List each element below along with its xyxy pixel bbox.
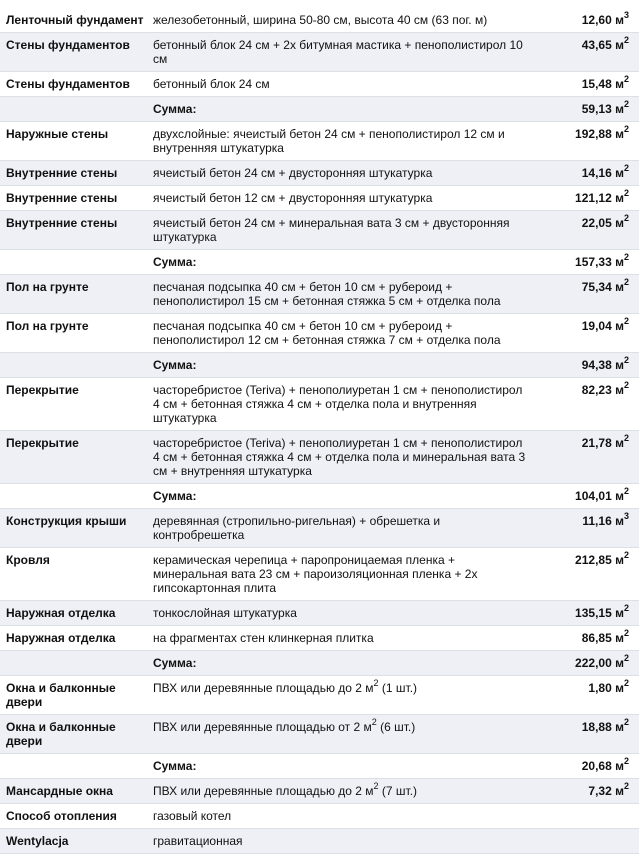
row-label: Окна и балконные двери	[0, 715, 151, 754]
row-description: песчаная подсыпка 40 см + бетон 10 см + рубероид + пенополистирол 15 см + бетонная стяжка 5 см + отделка пола	[151, 275, 533, 314]
row-value	[533, 829, 639, 854]
row-value: 192,88 $м^2$	[533, 122, 639, 161]
row-label: Стены фундаментов	[0, 72, 151, 97]
table-row	[0, 211, 639, 250]
row-label: Стены фундаментов	[0, 33, 151, 72]
row-description: Сумма:	[151, 250, 533, 275]
row-description: керамическая черепица + паропроницаемая пленка + минеральная вата 23 см + пароизоляционная пленка + 2х гипсокартонная плита	[151, 548, 533, 601]
row-label	[0, 484, 151, 509]
table-row	[0, 275, 639, 314]
row-value: 59,13 $м^2$	[533, 97, 639, 122]
row-value: 12,60 $м^3$	[533, 8, 639, 33]
row-description: деревянная (стропильно-ригельная) + обрешетка и контробрешетка	[151, 509, 533, 548]
row-description: газовый котел	[151, 804, 533, 829]
row-description: бетонный блок 24 см + 2х битумная мастика + пенополистирол 10 см	[151, 33, 533, 72]
row-label: Наружная отделка	[0, 601, 151, 626]
row-value: 86,85 $м^2$	[533, 626, 639, 651]
row-value: 15,48 $м^2$	[533, 72, 639, 97]
row-value: 82,23 $м^2$	[533, 378, 639, 431]
row-value: 222,00 $м^2$	[533, 651, 639, 676]
table-row	[0, 186, 639, 211]
row-label: Наружная отделка	[0, 626, 151, 651]
row-label: Внутренние стены	[0, 161, 151, 186]
row-label: Пол на грунте	[0, 314, 151, 353]
table-row	[0, 779, 639, 804]
row-description: на фрагментах стен клинкерная плитка	[151, 626, 533, 651]
row-value: 22,05 $м^2$	[533, 211, 639, 250]
table-row	[0, 829, 639, 854]
materials-table	[0, 8, 639, 854]
row-description: гравитационная	[151, 829, 533, 854]
row-label	[0, 754, 151, 779]
row-value: 20,68 $м^2$	[533, 754, 639, 779]
row-label: Конструкция крыши	[0, 509, 151, 548]
row-label: Ленточный фундамент	[0, 8, 151, 33]
table-row	[0, 601, 639, 626]
row-value	[533, 804, 639, 829]
row-value: 43,65 $м^2$	[533, 33, 639, 72]
row-description: Сумма:	[151, 484, 533, 509]
row-label	[0, 97, 151, 122]
row-description: железобетонный, ширина 50-80 см, высота 40 см (63 пог. м)	[151, 8, 533, 33]
row-value: 1,80 $м^2$	[533, 676, 639, 715]
row-label	[0, 353, 151, 378]
row-label: Кровля	[0, 548, 151, 601]
row-description: ПВХ или деревянные площадью до 2 $м^2$ (1 шт.)	[151, 676, 533, 715]
row-value: 212,85 $м^2$	[533, 548, 639, 601]
sum-row	[0, 484, 639, 509]
row-label: Перекрытие	[0, 378, 151, 431]
table-row	[0, 161, 639, 186]
row-label: Наружные стены	[0, 122, 151, 161]
table-row	[0, 676, 639, 715]
row-label: Wentylacja	[0, 829, 151, 854]
row-value: 121,12 $м^2$	[533, 186, 639, 211]
table-row	[0, 548, 639, 601]
row-label: Мансардные окна	[0, 779, 151, 804]
row-value: 104,01 $м^2$	[533, 484, 639, 509]
row-label	[0, 250, 151, 275]
row-value: 75,34 $м^2$	[533, 275, 639, 314]
materials-table-body	[0, 8, 639, 854]
table-row	[0, 378, 639, 431]
row-description: бетонный блок 24 см	[151, 72, 533, 97]
table-row	[0, 8, 639, 33]
table-row	[0, 314, 639, 353]
row-description: Сумма:	[151, 97, 533, 122]
sum-row	[0, 97, 639, 122]
row-description: ячеистый бетон 24 см + минеральная вата 3 см + двусторонняя штукатурка	[151, 211, 533, 250]
row-value: 94,38 $м^2$	[533, 353, 639, 378]
row-label: Перекрытие	[0, 431, 151, 484]
sum-row	[0, 651, 639, 676]
row-label: Внутренние стены	[0, 186, 151, 211]
row-value: 135,15 $м^2$	[533, 601, 639, 626]
row-value: 157,33 $м^2$	[533, 250, 639, 275]
sum-row	[0, 250, 639, 275]
row-label	[0, 651, 151, 676]
row-description: тонкослойная штукатурка	[151, 601, 533, 626]
row-label: Пол на грунте	[0, 275, 151, 314]
row-description: ПВХ или деревянные площадью до 2 $м^2$ (7 шт.)	[151, 779, 533, 804]
row-value: 21,78 $м^2$	[533, 431, 639, 484]
row-label: Внутренние стены	[0, 211, 151, 250]
row-label: Способ отопления	[0, 804, 151, 829]
sum-row	[0, 353, 639, 378]
row-description: Сумма:	[151, 651, 533, 676]
row-value: 18,88 $м^2$	[533, 715, 639, 754]
table-row	[0, 431, 639, 484]
table-row	[0, 122, 639, 161]
row-description: часторебристое (Teriva) + пенополиуретан 1 см + пенополистирол 4 см + бетонная стяжка 4 см + отделка пола и внутренняя штукатурка	[151, 378, 533, 431]
sum-row	[0, 754, 639, 779]
table-row	[0, 804, 639, 829]
row-value: 11,16 $м^3$	[533, 509, 639, 548]
row-description: ПВХ или деревянные площадью от 2 $м^2$ (6 шт.)	[151, 715, 533, 754]
table-row	[0, 33, 639, 72]
row-value: 19,04 $м^2$	[533, 314, 639, 353]
row-value: 14,16 $м^2$	[533, 161, 639, 186]
row-value: 7,32 $м^2$	[533, 779, 639, 804]
row-label: Окна и балконные двери	[0, 676, 151, 715]
row-description: Сумма:	[151, 353, 533, 378]
row-description: часторебристое (Teriva) + пенополиуретан 1 см + пенополистирол 4 см + бетонная стяжка 4 см + отделка пола и минеральная вата 3 см + внутренняя штукатурка	[151, 431, 533, 484]
table-row	[0, 715, 639, 754]
table-row	[0, 509, 639, 548]
row-description: Сумма:	[151, 754, 533, 779]
row-description: двухслойные: ячеистый бетон 24 см + пенополистирол 12 см и внутренняя штукатурка	[151, 122, 533, 161]
row-description: ячеистый бетон 12 см + двусторонняя штукатурка	[151, 186, 533, 211]
row-description: песчаная подсыпка 40 см + бетон 10 см + рубероид + пенополистирол 12 см + бетонная стяжка 7 см + отделка пола	[151, 314, 533, 353]
row-description: ячеистый бетон 24 см + двусторонняя штукатурка	[151, 161, 533, 186]
table-row	[0, 626, 639, 651]
table-row	[0, 72, 639, 97]
